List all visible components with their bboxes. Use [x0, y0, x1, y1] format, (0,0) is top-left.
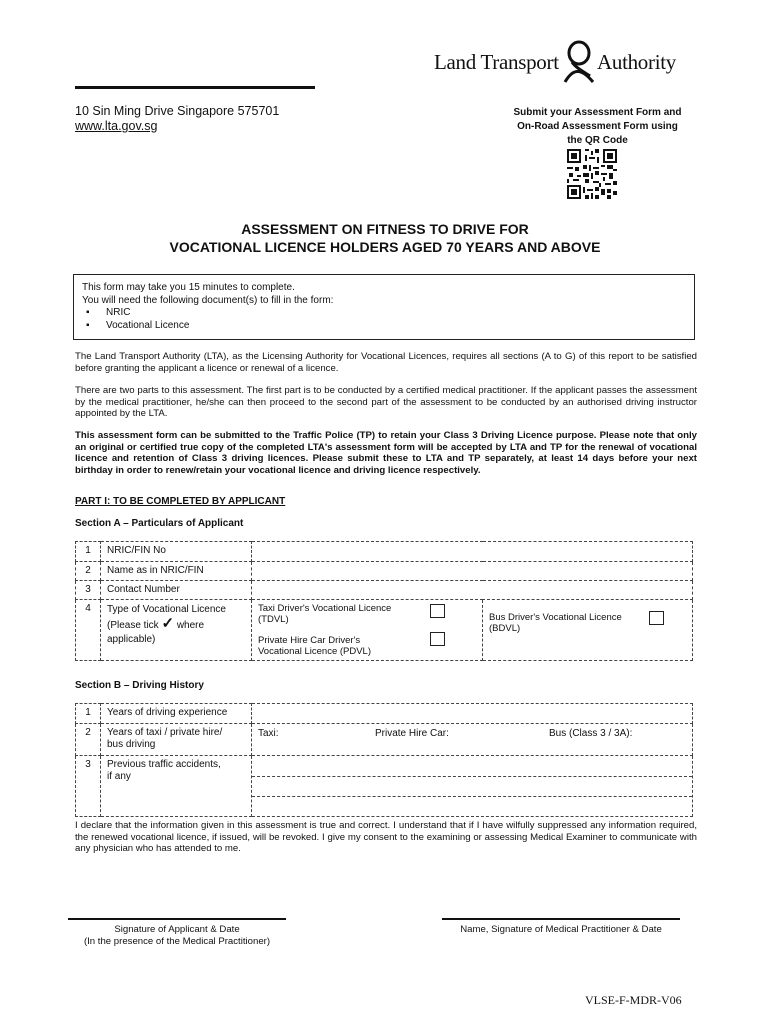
pdvl-checkbox[interactable] — [430, 632, 445, 646]
row-number: 3 — [76, 581, 101, 600]
header-rule — [75, 86, 315, 89]
applicant-signature-line[interactable] — [68, 918, 286, 920]
row-label: Contact Number — [101, 581, 252, 600]
driving-experience-field[interactable] — [252, 704, 693, 724]
practitioner-signature-label: Name, Signature of Medical Practitioner & Date — [460, 924, 662, 935]
table-row — [76, 704, 693, 724]
info-line-1: This form may take you 15 minutes to complete. — [82, 282, 295, 293]
info-box — [73, 274, 695, 340]
document-item: ▪ Vocational Licence — [82, 320, 686, 333]
name-field[interactable] — [252, 562, 693, 581]
section-b-heading: Section B – Driving History — [75, 680, 204, 691]
title-line-2: VOCATIONAL LICENCE HOLDERS AGED 70 YEARS AND ABOVE — [169, 239, 601, 255]
submission-paragraph: This assessment form can be submitted to the Traffic Police (TP) to retain your Class 3 Driving Licence purpose. Please note that only an original or certified true copy of the completed LTA's assessment form will be accepted by LTA and TP for the renewal of vocational licence and retention of Class 3 driving licences. Please submit these to LTA and TP separately, at least 14 days before your next birthday in order to renew/retain your vocational licence and driving licence respectively. — [75, 430, 697, 476]
intro-paragraph: The Land Transport Authority (LTA), as the Licensing Authority for Vocational Licences, requires all sections (A to G) of this report to be satisfied before granting the applicant a licence or renewal of a licence. — [75, 351, 697, 374]
table-row — [76, 562, 693, 581]
logo-text-left: Land Transport — [434, 50, 559, 74]
row-label: Name as in NRIC/FIN — [101, 562, 252, 581]
part-1-heading: PART I: TO BE COMPLETED BY APPLICANT — [75, 496, 286, 507]
tick-hint-where: where — [176, 620, 205, 631]
pdvl-abbr: Vocational Licence (PDVL) — [258, 646, 372, 657]
row-label: NRIC/FIN No — [101, 542, 252, 562]
bdvl-abbr: (BDVL) — [489, 623, 521, 634]
applicant-signature-text: Signature of Applicant & Date — [114, 924, 240, 935]
table-row — [76, 724, 693, 756]
applicant-signature-note: (In the presence of the Medical Practitioner) — [83, 936, 271, 947]
row-number: 2 — [76, 724, 101, 756]
assessment-parts-paragraph: There are two parts to this assessment. The first part is to be conducted by a certified medical practitioner. If the applicant passes the assessment by the medical practitioner, he/she can then proceed to the second part of the assessment to be conducted by an authorised driving instructor appointed by the LTA. — [75, 385, 697, 420]
submit-note-line-2: On-Road Assessment Form using — [517, 121, 678, 132]
pdvl-label: Private Hire Car Driver's — [258, 635, 361, 646]
title-line-1: ASSESSMENT ON FITNESS TO DRIVE FOR — [241, 221, 529, 237]
tick-hint-text: (Please tick — [107, 620, 159, 631]
row-number: 1 — [76, 704, 101, 724]
row-label-line-2: bus driving — [107, 739, 156, 750]
declaration-paragraph: I declare that the information given in this assessment is true and correct. I understand that if I have wilfully suppressed any information required, the renewed vocational licence, if issued, will be revoked. I give my consent to the examining or assessing Medical Examiner to communicate with any physician who has attended to me. — [75, 820, 697, 855]
qr-code-icon[interactable] — [567, 149, 617, 199]
row-label-line-1: Previous traffic accidents, — [107, 759, 221, 770]
section-b-table — [75, 703, 693, 817]
submit-note-line-1: Submit your Assessment Form and — [513, 107, 682, 118]
row-label: Years of driving experience — [101, 704, 252, 724]
row-label-line-2: if any — [107, 771, 131, 782]
logo-emblem-icon — [562, 40, 596, 84]
info-line-2: You will need the following document(s) to fill in the form: — [82, 294, 334, 306]
practitioner-signature-line[interactable] — [442, 918, 680, 920]
contact-number-field[interactable] — [252, 581, 693, 600]
row-number: 3 — [76, 756, 101, 817]
accidents-field[interactable] — [252, 756, 693, 817]
lta-logo — [434, 40, 684, 90]
table-row — [76, 581, 693, 600]
table-row — [76, 542, 693, 562]
row-label — [101, 724, 252, 756]
vocational-years-field[interactable] — [252, 724, 693, 756]
tick-icon: ✓ — [161, 615, 175, 632]
nric-field[interactable] — [252, 542, 693, 562]
row-label — [101, 600, 252, 661]
row-label — [101, 756, 252, 817]
bus-years-label: Bus (Class 3 / 3A): — [549, 728, 633, 739]
row-number: 1 — [76, 542, 101, 562]
tick-hint-applicable: applicable) — [107, 634, 156, 645]
section-a-table — [75, 541, 693, 661]
table-row — [76, 600, 693, 661]
tdvl-abbr: (TDVL) — [258, 614, 289, 625]
accidents-line-2[interactable] — [252, 777, 692, 797]
licence-options-right — [483, 600, 693, 661]
taxi-years-label: Taxi: — [258, 728, 279, 739]
tick-hint — [107, 617, 245, 633]
bdvl-checkbox[interactable] — [649, 611, 664, 625]
bdvl-label: Bus Driver's Vocational Licence — [489, 612, 622, 623]
row-label-line-1: Years of taxi / private hire/ — [107, 727, 223, 738]
accidents-line-3[interactable] — [252, 797, 692, 816]
submit-note-line-3: the QR Code — [567, 135, 628, 146]
row-number: 4 — [76, 600, 101, 661]
tdvl-checkbox[interactable] — [430, 604, 445, 618]
tdvl-label: Taxi Driver's Vocational Licence — [258, 603, 392, 614]
phc-years-label: Private Hire Car: — [375, 728, 449, 739]
document-list — [82, 307, 686, 332]
website-link[interactable]: www.lta.gov.sg — [75, 119, 158, 133]
table-row — [76, 756, 693, 817]
submit-note — [500, 106, 695, 148]
form-code: VLSE-F-MDR-V06 — [585, 993, 682, 1007]
address-block — [75, 104, 279, 134]
licence-options-left — [252, 600, 483, 661]
section-a-heading: Section A – Particulars of Applicant — [75, 518, 244, 529]
row-number: 2 — [76, 562, 101, 581]
accidents-line-1[interactable] — [252, 756, 692, 777]
applicant-signature-label — [60, 924, 294, 948]
form-title — [75, 220, 695, 256]
licence-type-label: Type of Vocational Licence — [107, 604, 226, 615]
document-item: ▪ NRIC — [82, 307, 686, 320]
address: 10 Sin Ming Drive Singapore 575701 — [75, 104, 280, 118]
logo-text-right: Authority — [597, 50, 676, 74]
